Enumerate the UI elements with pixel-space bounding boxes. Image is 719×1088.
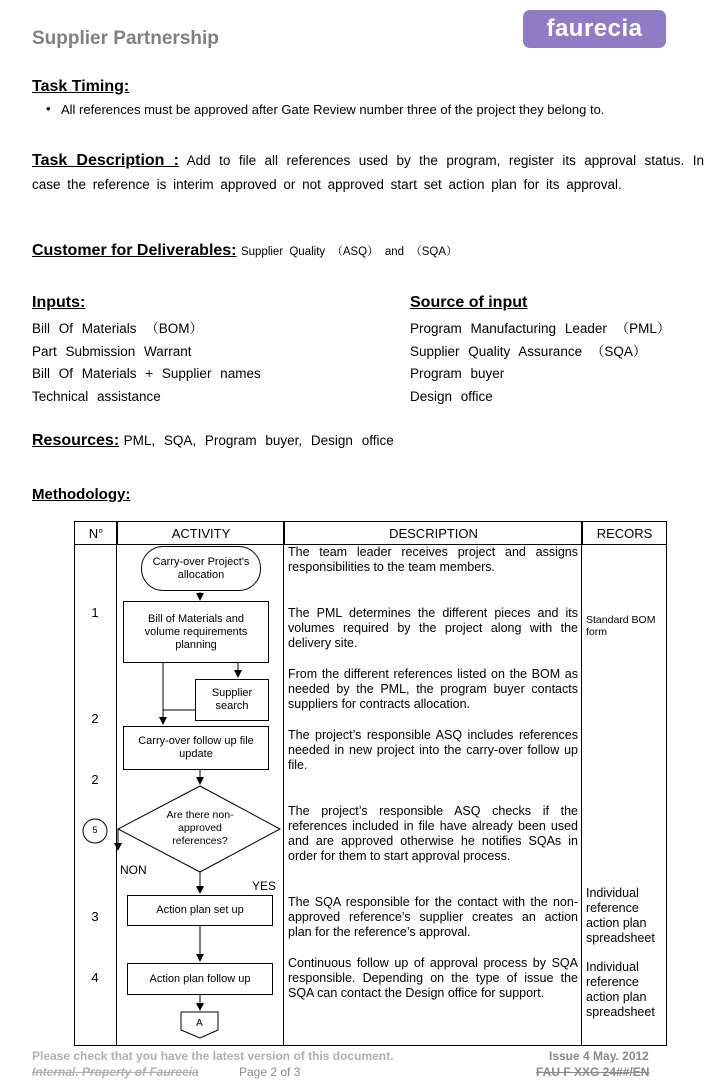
source-item: Program buyer (410, 366, 505, 381)
col-description: DESCRIPTION (285, 522, 583, 545)
step-description: The SQA responsible for the contact with the non-approved reference’s supplier creates an action plan for the reference’s approval. (288, 895, 578, 939)
step-number: 2 (91, 772, 99, 787)
footer-check-note: Please check that you have the latest version of this document. (32, 1049, 394, 1063)
flow-followup-update-box: Carry-over follow up file update (123, 726, 269, 770)
flow-action-setup-box: Action plan set up (127, 895, 273, 926)
step-number: 2 (91, 711, 99, 726)
flow-bom-box: Bill of Materials and volume requirements planning (123, 601, 269, 663)
record-entry: Standard BOM form (586, 614, 656, 638)
col-activity: ACTIVITY (118, 522, 285, 545)
flow-decision-text: Are there non-approved references? (166, 809, 234, 847)
connector-5-label: 5 (92, 825, 98, 835)
footer-issue: Issue 4 May. 2012 (549, 1049, 649, 1063)
input-item: Bill Of Materials （BOM） (32, 321, 204, 336)
footer-property: Internal. Property of Faurecia (32, 1065, 199, 1079)
faurecia-logo: faurecia (523, 10, 666, 48)
step-number: 3 (91, 909, 99, 924)
footer-doc-code: FAU F XXG 24##/EN (536, 1065, 650, 1079)
step-description: The team leader receives project and assigns responsibilities to the team members. (288, 545, 578, 574)
task-description-heading: Task Description : (32, 152, 179, 169)
flow-supplier-search-box: Supplier search (195, 679, 269, 721)
step-description: The project’s responsible ASQ includes references needed in new project into the carry-over follow up file. (288, 728, 578, 772)
step-description: From the different references listed on the BOM as needed by the PML, the program buyer contacts suppliers for contracts allocation. (288, 667, 578, 711)
flow-yes-label: YES (252, 879, 277, 893)
col-number: N° (75, 522, 118, 545)
inputs-heading: Inputs: (32, 294, 86, 311)
input-item: Part Submission Warrant (32, 343, 192, 359)
flow-non-label: NON (120, 863, 147, 877)
connector-a-label: A (196, 1018, 203, 1029)
step-number: 4 (91, 970, 99, 985)
task-description-text: Add to file all references used by the program, register its approval status. In case the reference is interim approved or not approved start set action plan for its approval. (32, 153, 704, 192)
flow-action-follow-box: Action plan follow up (127, 963, 273, 995)
source-item: Design office (410, 388, 493, 404)
task-timing-heading: Task Timing: (32, 78, 130, 95)
step-description: The project’s responsible ASQ checks if the references included in file have already been used and are approved otherwise he notifies SQAs in order for them to start approval process. (288, 804, 578, 863)
bullet-icon: • (46, 101, 51, 116)
document-title: Supplier Partnership (32, 28, 219, 49)
input-item: Technical assistance (32, 388, 161, 404)
resources-heading: Resources: (32, 432, 120, 449)
source-heading: Source of input (410, 294, 528, 311)
customer-text: Supplier Quality （ASQ） and （SQA） (240, 246, 458, 258)
resources-text: PML, SQA, Program buyer, Design office (123, 433, 394, 448)
input-item: Bill Of Materials + Supplier names (32, 366, 261, 381)
step-number: 1 (91, 605, 99, 620)
record-entry: Individual reference action plan spreadsheet (586, 886, 655, 945)
step-description: The PML determines the different pieces and its volumes required by the project along with the delivery site. (288, 606, 578, 650)
step-description: Continuous follow up of approval process by SQA responsible. Depending on the type of issue the SQA can contact the Design office for support. (288, 956, 578, 1000)
flow-start-oval: Carry-over Project's allocation (141, 546, 261, 591)
source-item: Program Manufacturing Leader （PML） (410, 321, 671, 336)
record-entry: Individual reference action plan spreadsheet (586, 960, 655, 1019)
col-records: RECORS (583, 522, 667, 545)
methodology-heading: Methodology: (32, 486, 131, 503)
footer-page-number: Page 2 of 3 (239, 1065, 301, 1079)
task-timing-bullet: All references must be approved after Gate Review number three of the project they belong to. (61, 102, 605, 117)
customer-heading: Customer for Deliverables: (32, 242, 237, 259)
source-item: Supplier Quality Assurance （SQA） (410, 343, 647, 359)
